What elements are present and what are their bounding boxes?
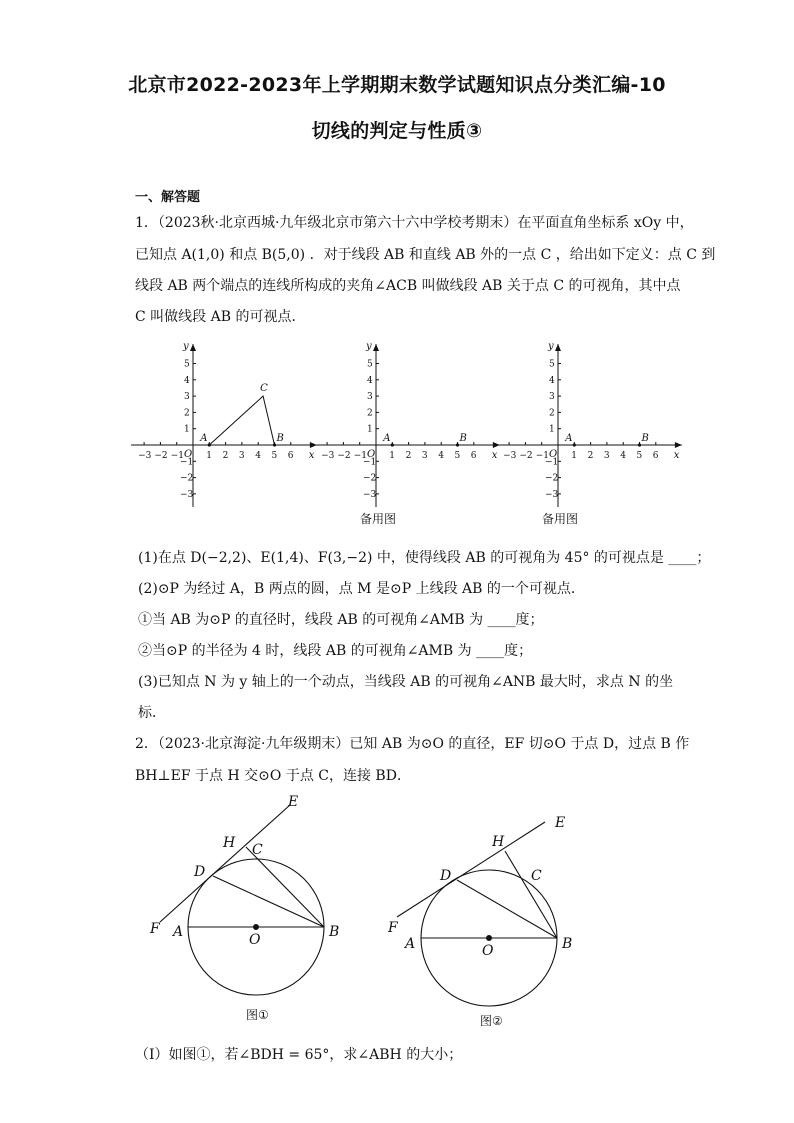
y-tick-label: 3 [367,392,373,403]
fig2-label-h: H [492,834,505,850]
x-tick-label: 6 [287,451,294,461]
x-tick-label: 2 [222,451,229,461]
y-tick-label: −1 [180,457,194,468]
x-tick-label: 2 [405,451,412,461]
q1-line-4: C 叫做线段 AB 的可视点． [135,309,306,325]
origin-label: O [549,449,558,460]
x-tick-label: 4 [255,451,261,461]
y-tick-label: 2 [367,408,373,419]
point-a [573,443,576,446]
fig1-label-d: D [194,864,206,880]
y-tick-label: 4 [184,375,190,386]
x-tick-label: 2 [587,451,594,461]
coordinate-graph-2 [318,341,498,505]
y-axis-arrow [373,344,379,351]
fig2-label-d: D [440,868,452,884]
fig2-line-bd [457,880,557,938]
y-tick-label: −3 [545,489,559,500]
y-axis-arrow [555,344,561,351]
point-a [391,443,394,446]
point-b-label: B [641,433,649,444]
section-heading: 一、解答题 [135,190,201,205]
doc-title-line2: 切线的判定与性质③ [311,120,483,142]
x-tick-label: −1 [535,451,549,461]
y-axis-label: y [548,341,554,353]
q1-part-2b: ②当⊙P 的半径为 4 时，线段 AB 的可视角∠AMB 为 ____度； [138,643,533,659]
q1-line-3: 线段 AB 两个端点的连线所构成的夹角∠ACB 叫做线段 AB 关于点 C 的可视角，其中点 [135,278,681,294]
x-tick-label: −1 [170,451,184,461]
y-tick-label: 3 [549,392,555,403]
q2-line-1: 2．（2023·北京海淀·九年级期末）已知 AB 为⊙O 的直径，EF 切⊙O 于点 D，过点 B 作 [135,736,690,752]
x-tick-label: 4 [438,451,444,461]
origin-label: O [184,449,193,460]
x-tick-label: 1 [206,451,213,461]
y-tick-label: 2 [549,408,555,419]
x-axis-label: x [491,450,498,461]
x-tick-label: 3 [238,451,245,461]
x-tick-label: 3 [421,451,428,461]
fig1-label-f: F [150,921,160,937]
x-tick-label: 3 [603,451,610,461]
q2-sub-1: （I）如图①，若∠BDH = 65°，求∠ABH 的大小； [135,1047,463,1063]
x-axis-arrow [675,442,682,448]
fig2-label-b: B [562,936,573,952]
y-tick-label: 4 [549,375,555,386]
fig1-label-e: E [288,794,299,810]
fig1-line-bh [246,847,324,927]
y-tick-label: 5 [549,359,555,370]
figure-2-circle-tangent [385,810,615,1020]
q2-line-2: BH⊥EF 于点 H 交⊙O 于点 C，连接 BD． [135,768,411,784]
x-tick-label: −2 [337,451,351,461]
origin-label: O [367,449,376,460]
point-a-label: A [565,433,573,444]
graph2-caption: 备用图 [360,512,397,526]
fig2-caption: 图② [480,1014,503,1028]
y-tick-label: 4 [367,375,373,386]
fig1-line-bd [213,876,324,927]
fig1-label-h: H [223,835,236,851]
y-tick-label: 2 [184,408,190,419]
x-tick-label: 5 [271,451,278,461]
x-tick-label: 1 [389,451,396,461]
q1-part-3-cont: 标． [138,705,166,721]
y-tick-label: 1 [367,424,373,435]
y-tick-label: 3 [184,392,190,403]
y-tick-label: −2 [363,473,377,484]
fig1-label-b: B [329,924,340,940]
y-tick-label: −2 [545,473,559,484]
x-tick-label: 1 [571,451,578,461]
q1-part-2a: ①当 AB 为⊙P 的直径时，线段 AB 的可视角∠AMB 为 ____度； [138,612,544,628]
point-c-label: C [260,383,268,395]
x-axis-label: x [673,450,680,461]
point-a-label: A [383,433,391,444]
coordinate-graph-3 [500,341,680,505]
fig1-label-c: C [252,842,263,858]
x-tick-label: −3 [138,451,152,461]
x-tick-label: −1 [353,451,367,461]
doc-title-line1: 北京市2022-2023年上学期期末数学试题知识点分类汇编-10 [128,74,666,96]
q1-part-1: (1)在点 D(−2,2)、E(1,4)、F(3,−2) 中，使得线段 AB 的可视角为 45° 的可视点是 ____； [138,550,711,566]
fig2-label-e: E [555,815,566,831]
fig2-label-f: F [388,920,398,936]
y-tick-label: 1 [184,424,190,435]
fig2-tangent-ef [397,822,545,917]
y-axis-label: y [366,341,372,353]
x-tick-label: 6 [652,451,659,461]
triangle-acb [209,396,274,445]
q1-line-1: 1．（2023秋·北京西城·九年级北京市第六十六中学校考期末）在平面直角坐标系 xOy 中， [135,215,694,231]
y-tick-label: −3 [363,489,377,500]
y-axis-arrow [190,344,196,351]
y-tick-label: −1 [363,457,377,468]
y-tick-label: −3 [180,489,194,500]
y-tick-label: 5 [367,359,373,370]
figure-1-circle-tangent [140,790,370,1000]
x-axis-label: x [308,450,315,461]
fig1-tangent-ef [160,805,290,922]
fig1-caption: 图① [246,1008,269,1022]
fig2-center-dot [486,935,492,941]
fig2-label-o: O [482,943,494,959]
y-tick-label: 1 [549,424,555,435]
x-tick-label: −2 [154,451,168,461]
y-tick-label: −2 [180,473,194,484]
y-axis-label: y [183,341,189,353]
point-a-label: A [200,433,208,444]
graph3-caption: 备用图 [542,512,579,526]
fig2-line-bh [505,851,557,938]
fig1-label-a: A [173,924,184,940]
point-b-label: B [459,433,467,444]
fig1-label-o: O [249,932,261,948]
y-tick-label: 5 [184,359,190,370]
x-tick-label: −3 [503,451,517,461]
q1-part-2: (2)⊙P 为经过 A，B 两点的圆，点 M 是⊙P 上线段 AB 的一个可视点． [138,581,585,597]
fig2-label-a: A [405,936,416,952]
point-b-label: B [276,433,284,444]
x-tick-label: −3 [321,451,335,461]
coordinate-graph-1 [135,341,315,505]
x-tick-label: −2 [519,451,533,461]
x-tick-label: 5 [454,451,461,461]
y-tick-label: −1 [545,457,559,468]
fig2-label-c: C [531,868,542,884]
fig1-center-dot [253,924,259,930]
x-tick-label: 4 [620,451,626,461]
x-tick-label: 6 [470,451,477,461]
q1-part-3: (3)已知点 N 为 y 轴上的一个动点，当线段 AB 的可视角∠ANB 最大时，求点 N 的坐 [138,674,674,690]
q1-line-2: 已知点 A(1,0) 和点 B(5,0) ．对于线段 AB 和直线 AB 外的一点 C ，给出如下定义：点 C 到 [135,247,716,263]
x-tick-label: 5 [636,451,643,461]
